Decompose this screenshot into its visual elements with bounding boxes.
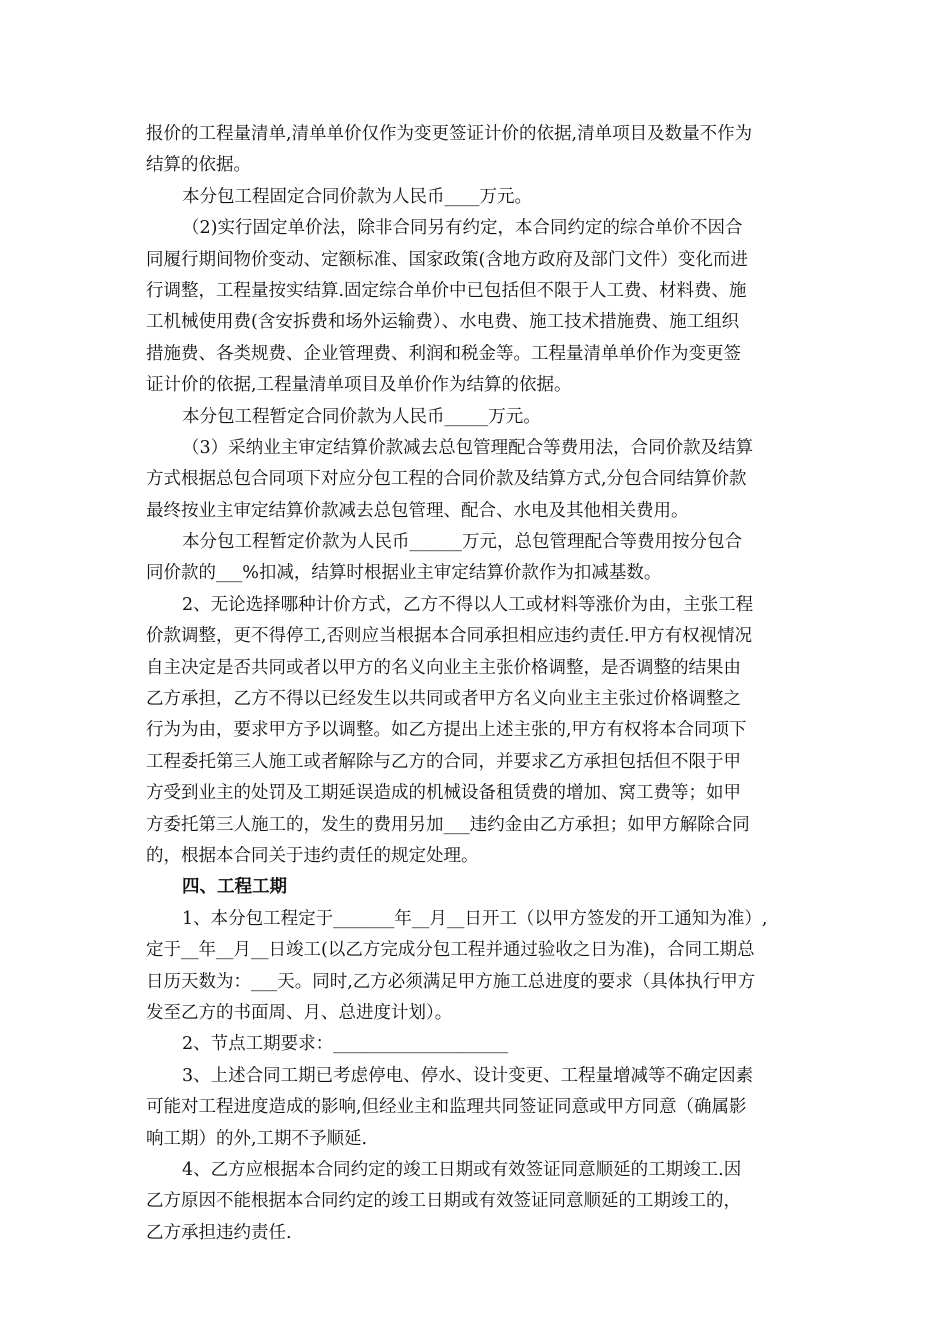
text-line: 本分包工程暂定价款为人民币______万元，总包管理配合等费用按分包合 <box>182 532 742 553</box>
text-line: 响工期）的外,工期不予顺延. <box>146 1128 368 1149</box>
text-line: 3、上述合同工期已考虑停电、停水、设计变更、工程量增减等不确定因素 <box>182 1065 754 1086</box>
text-line: 方受到业主的处罚及工期延误造成的机械设备租赁费的增加、窝工费等；如甲 <box>146 783 741 804</box>
text-line: 的，根据本合同关于违约责任的规定处理。 <box>146 845 479 866</box>
text-line: 行为为由，要求甲方予以调整。如乙方提出上述主张的,甲方有权将本合同项下 <box>146 720 747 741</box>
text-line: 工程委托第三人施工或者解除与乙方的合同，并要求乙方承担包括但不限于甲 <box>146 751 741 772</box>
text-line: 最终按业主审定结算价款减去总包管理、配合、水电及其他相关费用。 <box>146 500 689 521</box>
text-line: 乙方承担，乙方不得以已经发生以共同或者甲方名义向业主主张过价格调整之 <box>146 689 741 710</box>
text-line: 工机械使用费(含安拆费和场外运输费）、水电费、施工技术措施费、施工组织 <box>146 312 740 333</box>
text-line: 2、无论选择哪种计价方式，乙方不得以人工或材料等涨价为由，主张工程 <box>182 594 754 615</box>
text-line: 定于__年__月__日竣工(以乙方完成分包工程并通过验收之日为准)，合同工期总 <box>146 940 755 961</box>
text-line: 结算的依据。 <box>146 155 251 176</box>
text-line: 证计价的依据,工程量清单项目及单价作为结算的依据。 <box>146 375 572 396</box>
text-line: 日历天数为：___天。同时,乙方必须满足甲方施工总进度的要求（具体执行甲方 <box>146 971 756 992</box>
text-line: 同履行期间物价变动、定额标准、国家政策(含地方政府及部门文件）变化而进 <box>146 249 748 270</box>
text-line: 2、节点工期要求：____________________ <box>182 1034 509 1055</box>
text-line: 自主决定是否共同或者以甲方的名义向业主主张价格调整，是否调整的结果由 <box>146 657 741 678</box>
section-heading: 四、工程工期 <box>182 877 287 898</box>
text-line: 乙方承担违约责任. <box>146 1222 292 1243</box>
text-line: 价款调整，更不得停工,否则应当根据本合同承担相应违约责任.甲方有权视情况 <box>146 626 753 647</box>
text-line: 措施费、各类规费、企业管理费、利润和税金等。工程量清单单价作为变更签 <box>146 343 741 364</box>
text-line: 本分包工程暂定合同价款为人民币_____万元。 <box>182 406 541 427</box>
text-line: 可能对工程进度造成的影响,但经业主和监理共同签证同意或甲方同意（确属影 <box>146 1097 747 1118</box>
text-line: 行调整，工程量按实结算.固定综合单价中已包括但不限于人工费、材料费、施 <box>146 280 747 301</box>
text-line: （2)实行固定单价法，除非合同另有约定，本合同约定的综合单价不因合 <box>182 218 743 239</box>
text-line: 报价的工程量清单,清单单价仅作为变更签证计价的依据,清单项目及数量不作为 <box>146 124 753 144</box>
text-line: 方委托第三人施工的，发生的费用另加___违约金由乙方承担；如甲方解除合同 <box>146 814 750 835</box>
document-body <box>146 119 810 1249</box>
text-line: 1、本分包工程定于_______年__月__日开工（以甲方签发的开工通知为准）, <box>182 908 768 929</box>
text-line: 4、乙方应根据本合同约定的竣工日期或有效签证同意顺延的工期竣工.因 <box>182 1159 742 1180</box>
text-line: （3）采纳业主审定结算价款减去总包管理配合等费用法，合同价款及结算 <box>182 437 754 458</box>
text-line: 方式根据总包合同项下对应分包工程的合同价款及结算方式,分包合同结算价款 <box>146 469 747 490</box>
text-line: 乙方原因不能根据本合同约定的竣工日期或有效签证同意顺延的工期竣工的， <box>146 1191 741 1212</box>
text-line: 本分包工程固定合同价款为人民币____万元。 <box>182 186 532 207</box>
text-line: 同价款的___%扣减，结算时根据业主审定结算价款作为扣减基数。 <box>146 563 662 584</box>
text-line: 发至乙方的书面周、月、总进度计划）。 <box>146 1002 453 1023</box>
